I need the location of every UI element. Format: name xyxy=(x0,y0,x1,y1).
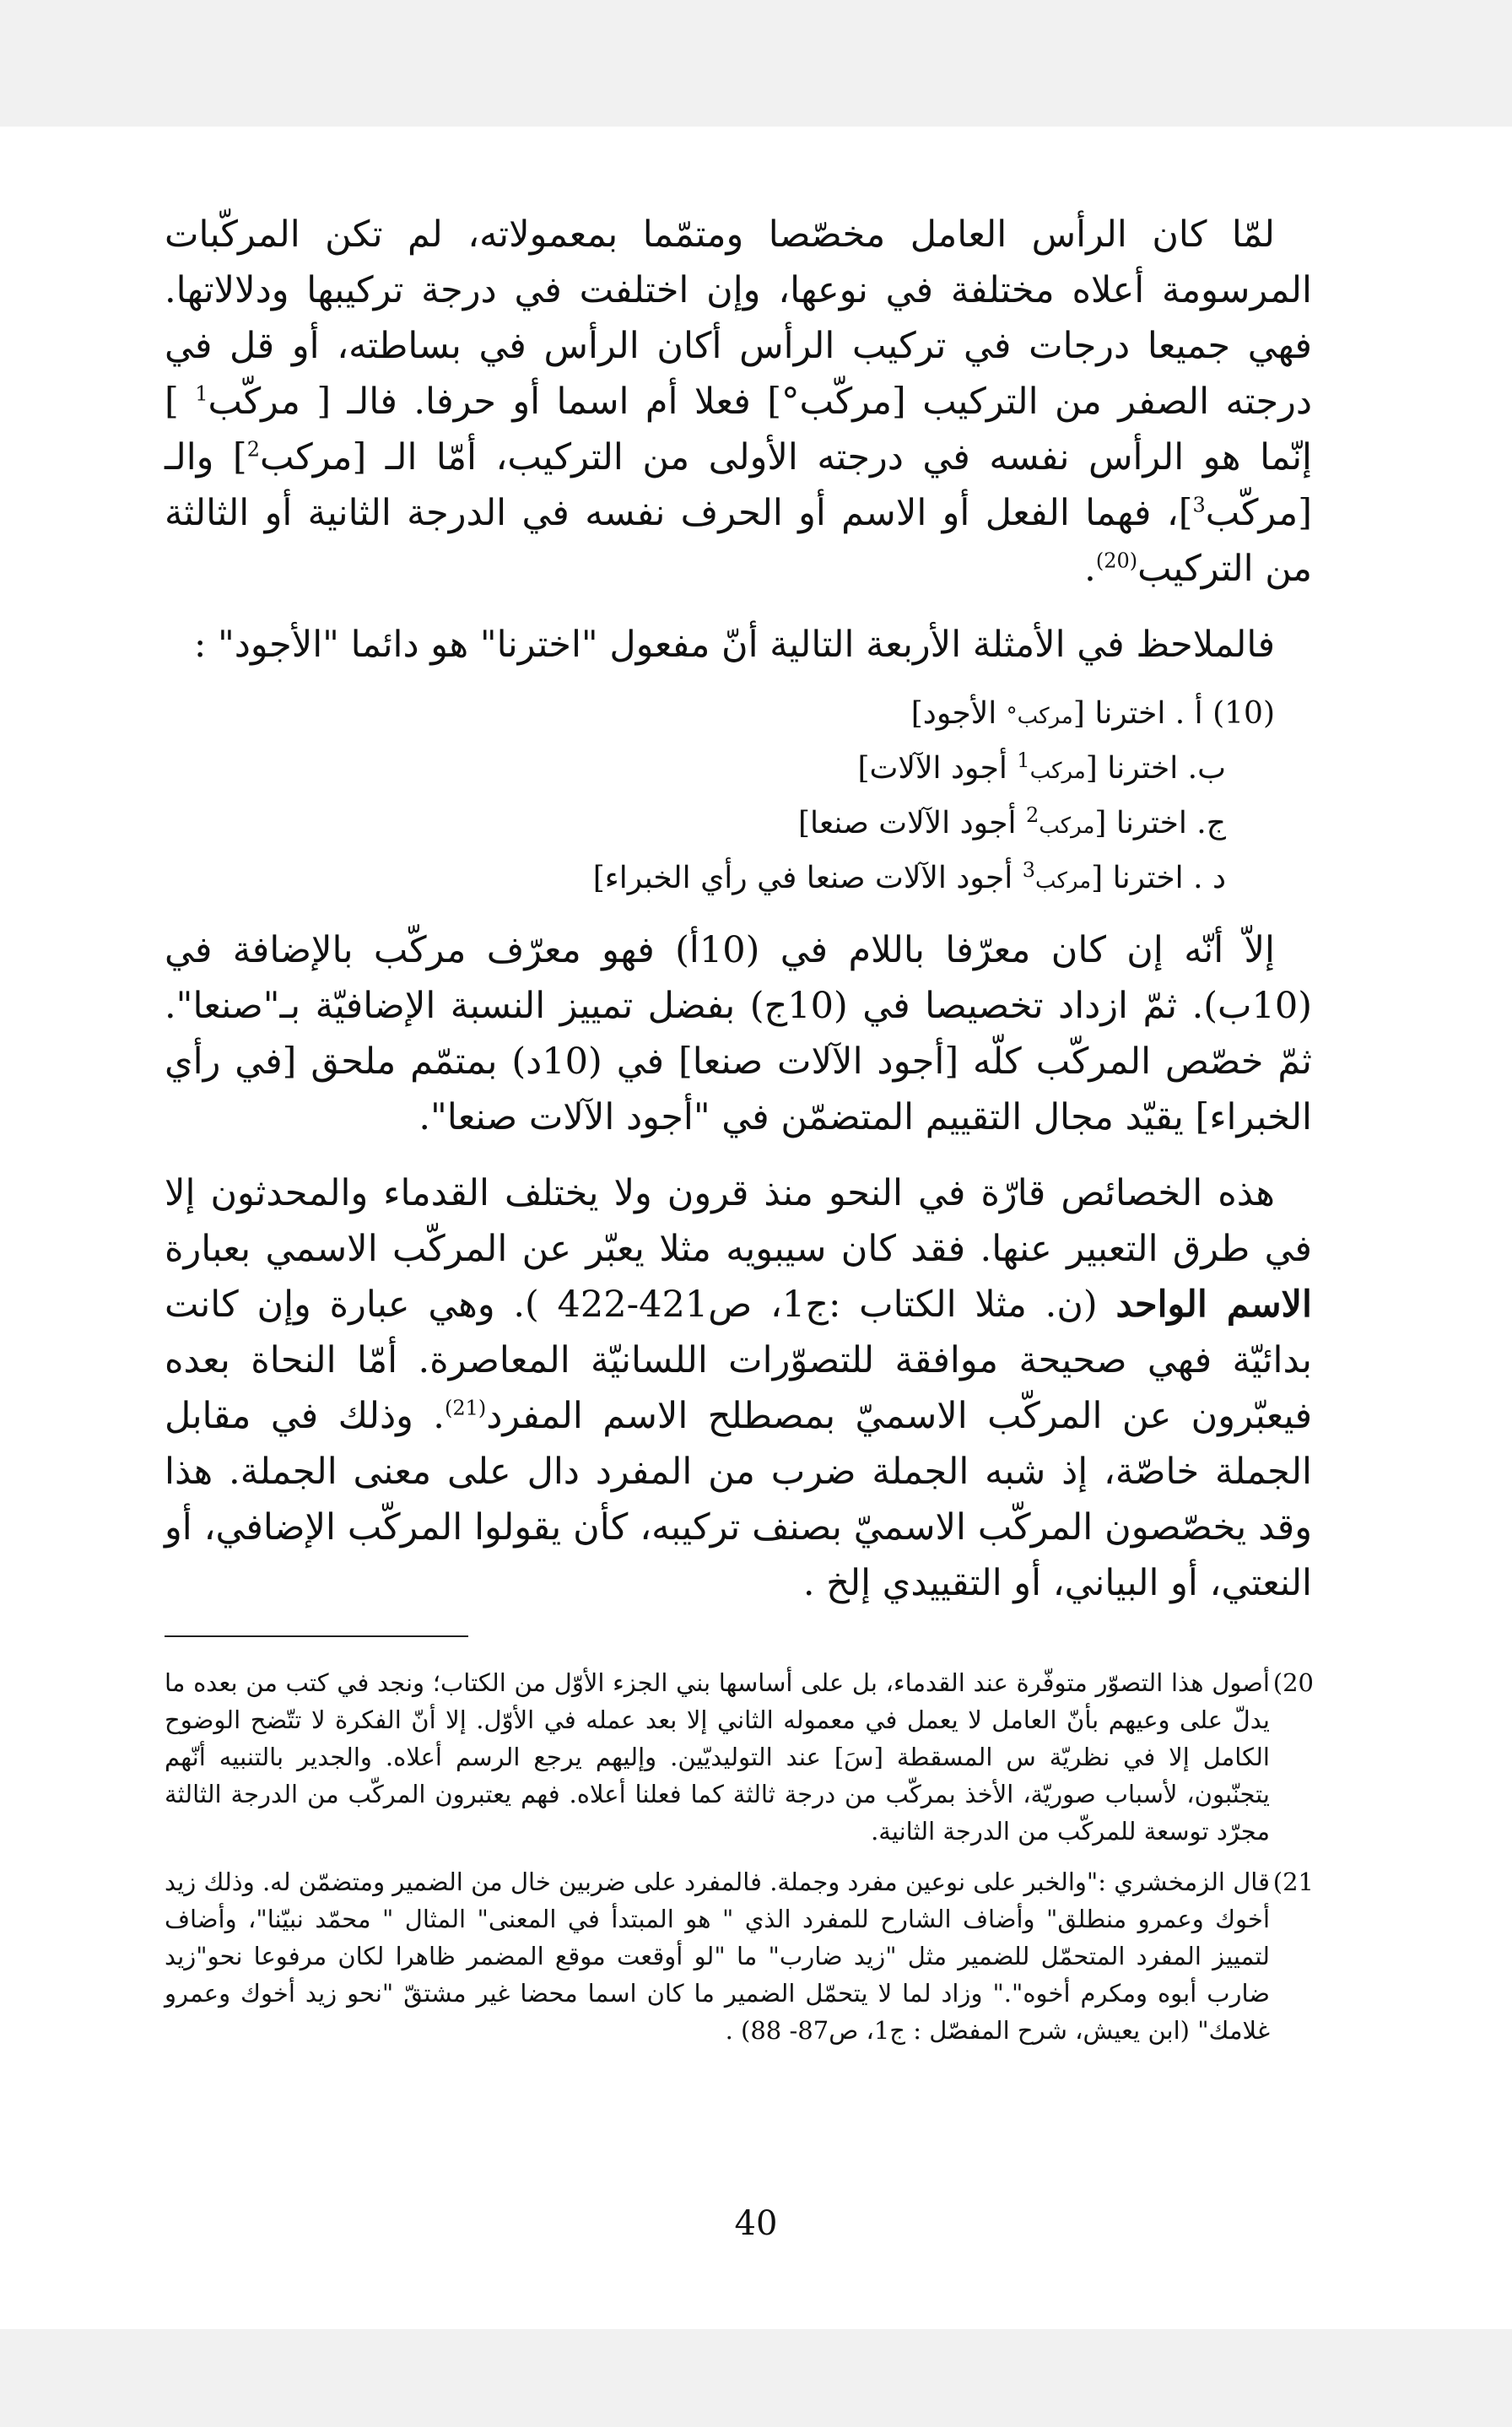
footnote-number: 21) xyxy=(1272,1868,1314,1896)
example-tail: أجود الآلات] xyxy=(857,751,1018,786)
example-lead: ج. اخترنا [ xyxy=(1094,806,1226,841)
example-tag: مركب xyxy=(1017,704,1073,729)
example-tail: أجود الآلات صنعا في رأي الخبراء] xyxy=(592,861,1023,895)
example-10d xyxy=(165,852,1275,907)
example-10c xyxy=(165,797,1275,852)
example-tail: الأجود] xyxy=(910,696,1007,731)
example-tail: أجود الآلات صنعا] xyxy=(797,806,1026,841)
superscript: 1 xyxy=(195,381,208,406)
text-run: هذه الخصائص قارّة في النحو منذ قرون ولا يختلف القدماء والمحدثون إلا في طرق التعبير عنها. فقد كان سيبويه مثلا يعبّر عن المركّب الاسمي بعبارة xyxy=(165,1172,1312,1270)
text-run: . وذلك في مقابل الجملة خاصّة، إذ شبه الجملة ضرب من المفرد دال على معنى الجملة. هذا وقد يخصّصون المركّب الاسميّ بصنف تركيبه، كأن يقولوا المركّب الإضافي، أو النعتي، أو البياني، أو التقييدي إلخ . xyxy=(165,1395,1312,1604)
footnotes xyxy=(165,1664,1314,2062)
example-degree: 3 xyxy=(1022,858,1035,882)
text-run: ]، فهما الفعل أو الاسم أو الحرف نفسه في الدرجة الثانية أو الثالثة من التركيب xyxy=(165,492,1312,590)
example-10a xyxy=(165,688,1275,743)
example-degree: ° xyxy=(1006,704,1018,729)
footnote-reference: (21) xyxy=(444,1396,487,1420)
example-10b xyxy=(165,743,1275,797)
footnote-text: قال الزمخشري :"والخبر على نوعين مفرد وجملة. فالمفرد على ضربين خال من الضمير ومتضمّن له. وذلك زيد أخوك وعمرو منطلق" وأضاف الشارح للمفرد الذي " هو المبتدأ في المعنى" المثال " محمّد نبيّنا"، وأضاف لتمييز المفرد المتحمّل للضمير مثل "زيد ضارب" ما "لو أوقعت موقع المضمر ظاهرا لكان مرفوعا نحو"زيد ضارب أبوه ومكرم أخوه"." وزاد لما لا يتحمّل الضمير ما كان اسما محضا غير مشتقّ "نحو زيد أخوك وعمرو غلامك" (ابن يعيش، شرح المفصّل : ج1، ص87- 88) . xyxy=(165,1868,1270,2045)
paragraph-4 xyxy=(165,1165,1312,1611)
superscript: 3 xyxy=(1192,493,1206,517)
example-lead: د . اخترنا [ xyxy=(1091,861,1226,895)
example-degree: 1 xyxy=(1017,749,1030,772)
footnote-reference: (20) xyxy=(1095,549,1138,573)
example-list xyxy=(165,688,1312,907)
example-lead: ب. اخترنا [ xyxy=(1085,751,1226,786)
example-tag: مركب xyxy=(1034,868,1092,894)
main-text xyxy=(165,207,1312,1631)
footnote-21 xyxy=(165,1863,1314,2049)
text-run: (ن. مثلا الكتاب :ج1، ص421-422 ). وهي عبارة وإن كانت بدائيّة فهي صحيحة موافقة للتصوّرات اللسانيّة المعاصرة. أمّا النحاة بعده فيعبّرون عن المركّب الاسميّ بمصطلح الاسم المفرد xyxy=(165,1284,1312,1437)
example-tag: مركب xyxy=(1039,814,1095,839)
paragraph-3: إلاّ أنّه إن كان معرّفا باللام في (10أ) فهو معرّف مركّب بالإضافة في (10ب). ثمّ ازداد تخصيصا في (10ج) بفضل تمييز النسبة الإضافيّة بـ"صنعا". ثمّ خصّص المركّب كلّه [أجود الآلات صنعا] في (10د) بمتمّم ملحق [في رأي الخبراء] يقيّد مجال التقييم المتضمّن في "أجود الآلات صنعا". xyxy=(165,929,1312,1138)
footnote-separator xyxy=(165,1635,468,1637)
paragraph-1 xyxy=(165,207,1312,597)
example-degree: 2 xyxy=(1025,803,1040,827)
page-number: 40 xyxy=(734,2204,778,2243)
text-run: لمّا كان الرأس العامل مخصّصا ومتمّما بمعمولاته، لم تكن المركّبات المرسومة أعلاه مختلفة في نوعها، وإن اختلفت في درجة تركيبها ودلالاتها. فهي جميعا درجات في تركيب الرأس أكان الرأس في بساطته، أو قل في درجته الصفر من التركيب [مركّب°] فعلا أم اسما أو حرفا. فالـ [ مركّب xyxy=(165,214,1312,423)
footnote-20 xyxy=(165,1664,1314,1850)
text-run: ] والـ [مركّب xyxy=(165,436,1312,534)
paragraph-2: فالملاحظ في الأمثلة الأربعة التالية أنّ مفعول "اخترنا" هو دائما "الأجود" : xyxy=(193,624,1275,666)
footnote-number: 20) xyxy=(1272,1668,1314,1697)
text-run: . xyxy=(1084,548,1096,590)
example-lead: (10) أ . اخترنا [ xyxy=(1072,696,1275,731)
bold-term: الاسم الواحد xyxy=(1115,1284,1312,1326)
text-run: ] إنّما هو الرأس نفسه في درجته الأولى من التركيب، أمّا الـ [مركب xyxy=(165,381,1313,478)
footnote-text: أصول هذا التصوّر متوفّرة عند القدماء، بل على أساسها بني الجزء الأوّل من الكتاب؛ ونجد في كتب من بعده ما يدلّ على وعيهم بأنّ العامل لا يعمل في معموله الثاني إلا بعد عمله في الأوّل. إلا أنّ الفكرة لا تتّضح الوضوح الكامل إلا في نظريّة س المسقطة [سَ] عند التوليديّين. وإليهم يرجع الرسم أعلاه. والجدير بالتنبيه أنّهم يتجنّبون، لأسباب صوريّة، الأخذ بمركّب من درجة ثالثة كما فعلنا أعلاه. فهم يعتبرون المركّب من الدرجة الثالثة مجرّد توسعة للمركّب من الدرجة الثانية. xyxy=(165,1668,1270,1846)
example-tag: مركب xyxy=(1029,759,1086,784)
superscript: 2 xyxy=(246,437,260,462)
